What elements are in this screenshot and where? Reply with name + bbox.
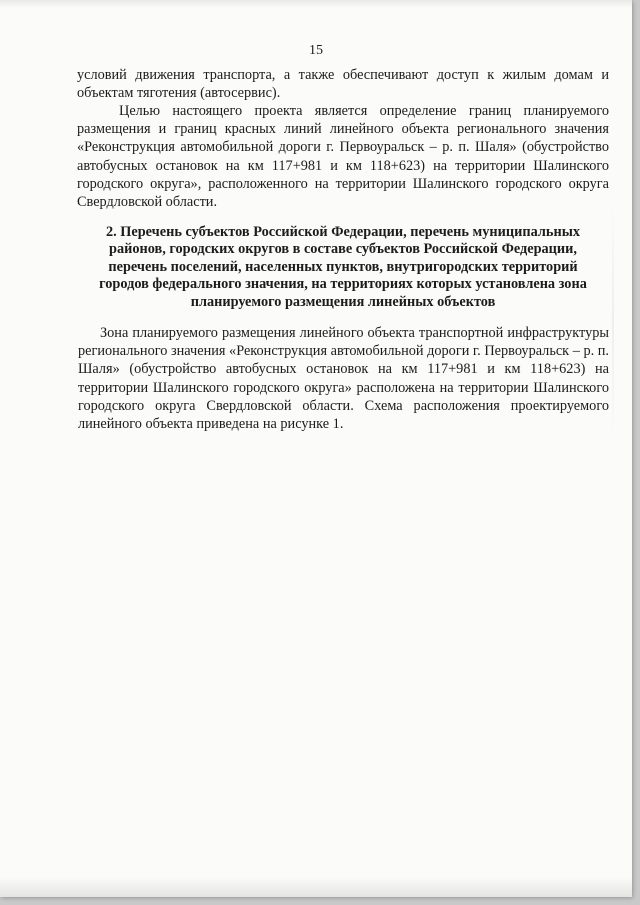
page-bottom-shadow xyxy=(0,877,632,897)
page-top-shadow xyxy=(0,0,632,8)
paragraph-project-purpose: Целью настоящего проекта является определение границ планируемого размещения и границ красных линий линейного объекта регионального значения «Реконструкция автомобильной дороги г. Первоуральск – р. п. Шаля» (обустройство автобусных остановок на км 117+981 и км 118+623) на территории Шалинского городского округа», расположенного на территории Шалинского городского округа Свердловской области. xyxy=(77,103,609,211)
page-number: 15 xyxy=(309,43,323,58)
paragraph-zone-location: Зона планируемого размещения линейного объекта транспортной инфраструктуры регионального значения «Реконструкция автомобильной дороги г. Первоуральск – р. п. Шаля» (обустройство автобусных остановок на км 117+981 и км 118+623) на территории Шалинского городского округа» расположена на территории Шалинского городского округа Свердловской области. Схема расположения проектируемого линейного объекта приведена на рисунке 1. xyxy=(78,325,609,433)
paragraph-continuation: условий движения транспорта, а также обеспечивают доступ к жилым домам и объектам тяготения (автосервис). xyxy=(77,67,609,102)
section-heading: 2. Перечень субъектов Российской Федерации, перечень муниципальных районов, городских округов в составе субъектов Российской Федерации, перечень поселений, населенных пунктов, внутригородских территорий городов федерального значения, на территориях которых установлена зона планируемого размещения линейных объектов xyxy=(99,224,587,310)
scan-edge-mark xyxy=(612,200,614,440)
